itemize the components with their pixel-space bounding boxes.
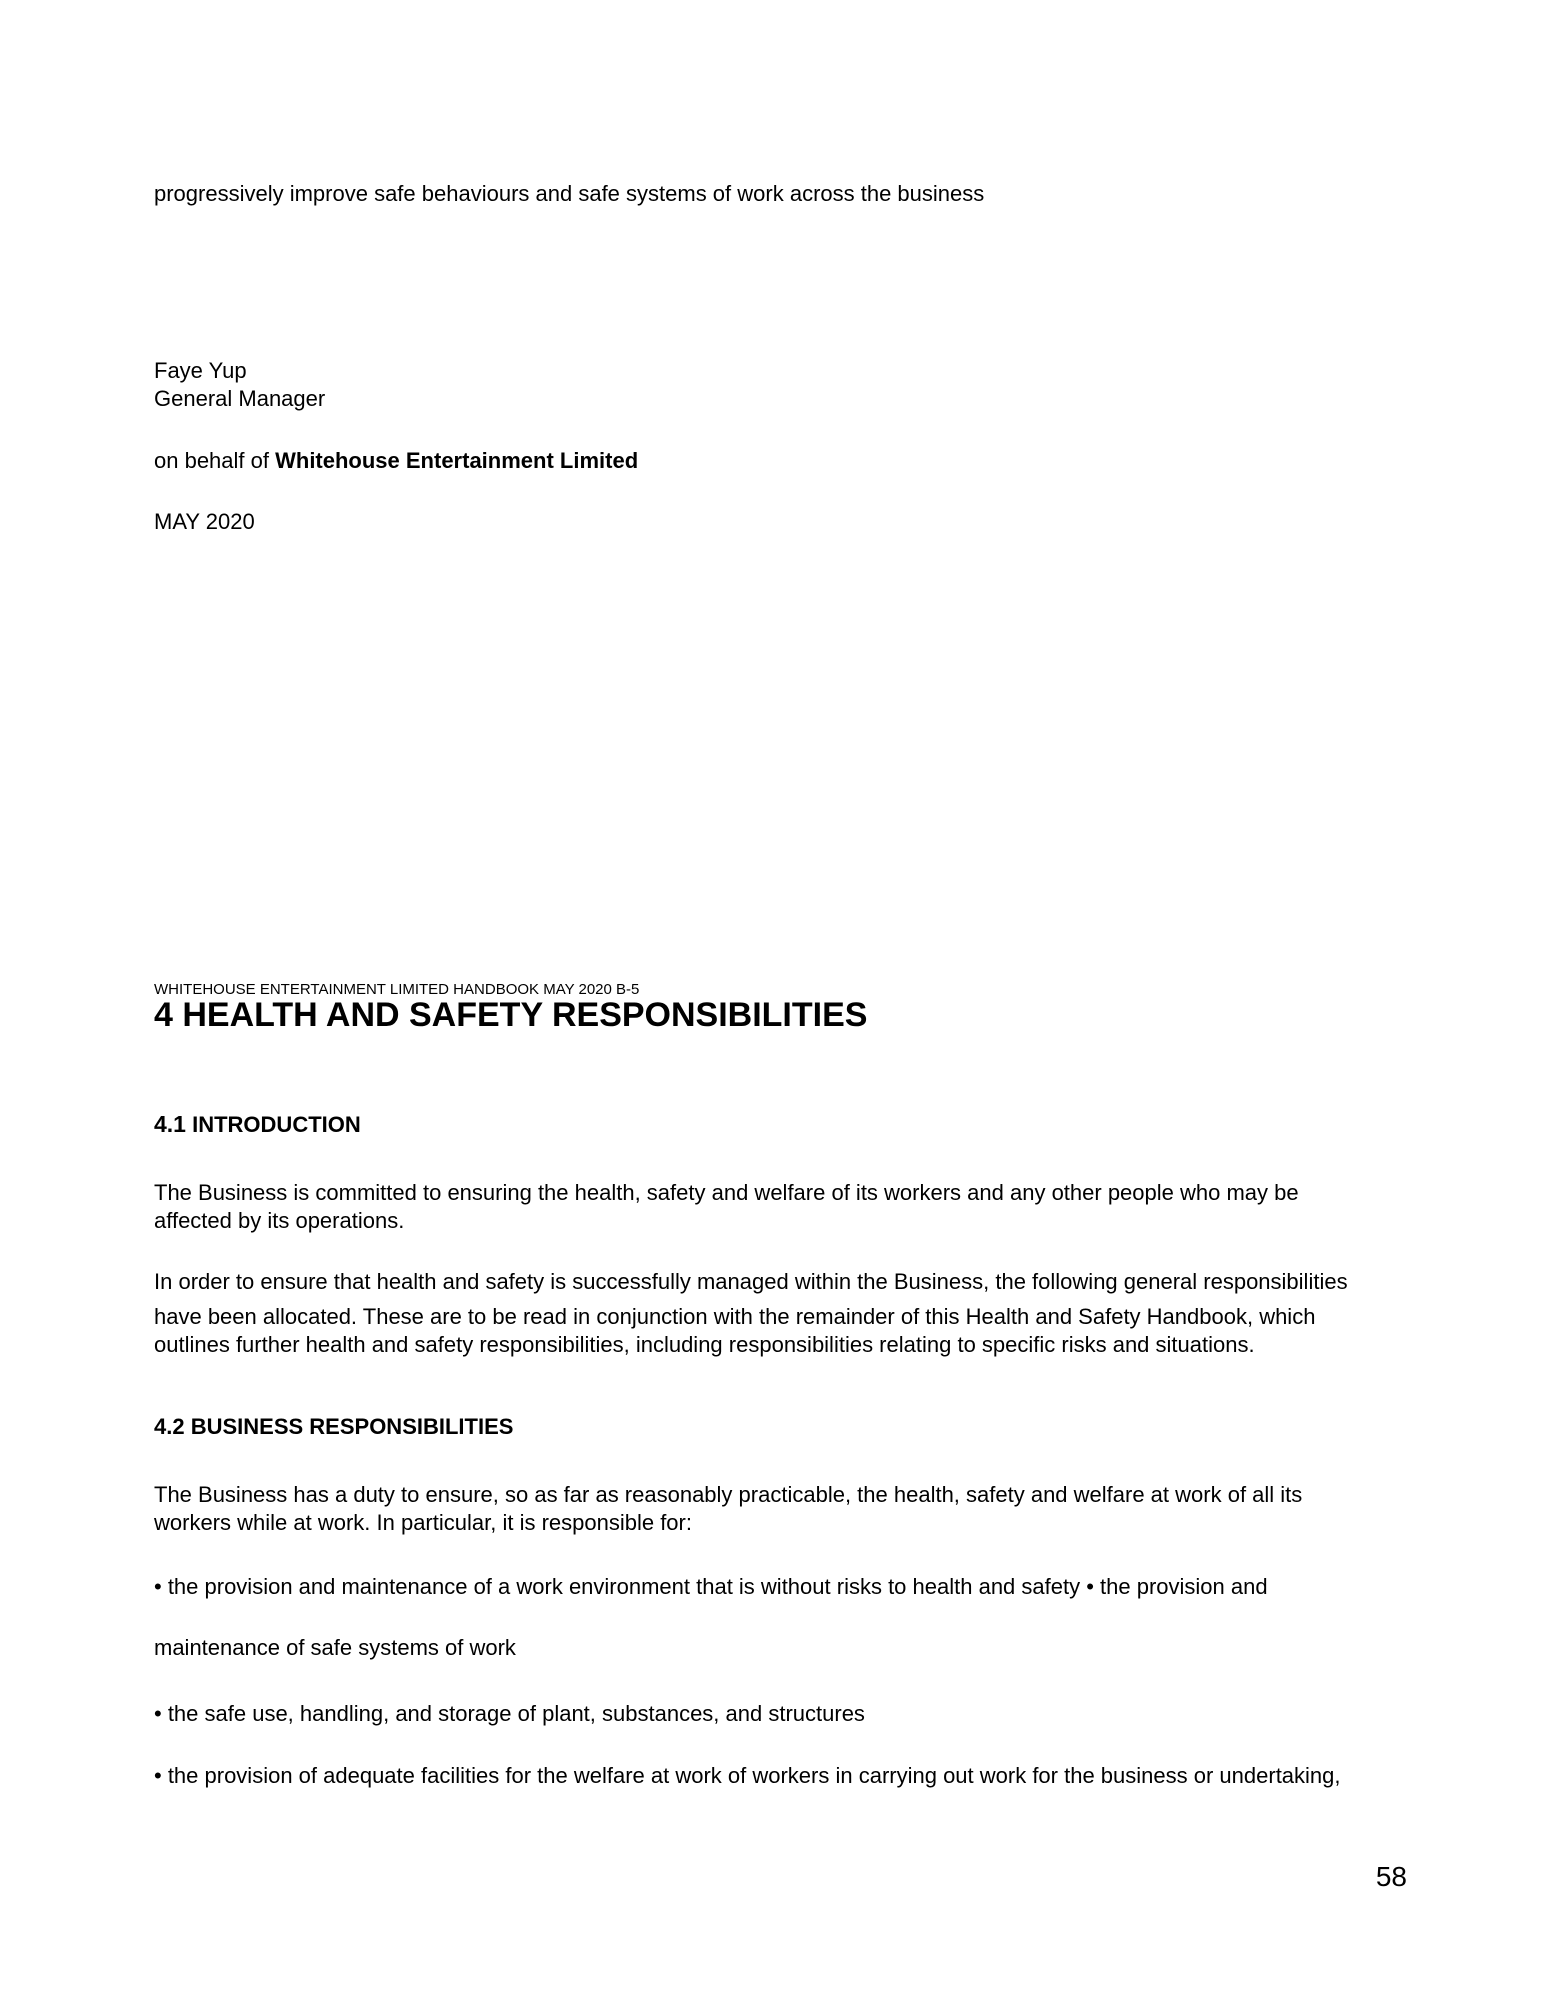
- intro-para2-line2: have been allocated. These are to be read in conjunction with the remainder of this Health and Safety Handbook, which: [154, 1304, 1316, 1329]
- intro-para2-line1: In order to ensure that health and safety is successfully managed within the Business, the following general responsibilities: [154, 1269, 1348, 1294]
- intro-para2-line3: outlines further health and safety responsibilities, including responsibilities relating to specific risks and situations.: [154, 1332, 1255, 1357]
- intro-number: 4.1: [154, 1111, 186, 1137]
- on-behalf-prefix: on behalf of: [154, 448, 269, 473]
- signature-date: MAY 2020: [154, 509, 255, 534]
- intro-title: INTRODUCTION: [192, 1112, 361, 1137]
- section-heading: 4 HEALTH AND SAFETY RESPONSIBILITIES: [154, 996, 868, 1034]
- bullet-item: • the provision of adequate facilities for the welfare at work of workers in carrying out work for the business or undertaking,: [154, 1763, 1341, 1788]
- bullet-item: • the safe use, handling, and storage of plant, substances, and structures: [154, 1701, 865, 1726]
- signatory-title: General Manager: [154, 386, 326, 411]
- intro-heading: [154, 1110, 361, 1139]
- intro-para1-line2: affected by its operations.: [154, 1208, 405, 1233]
- bullet-item-continued: maintenance of safe systems of work: [154, 1635, 516, 1660]
- closing-line: progressively improve safe behaviours and safe systems of work across the business: [154, 181, 985, 206]
- page-number: 58: [1375, 1861, 1407, 1892]
- on-behalf-line: [154, 447, 638, 475]
- company-name: Whitehouse Entertainment Limited: [275, 448, 639, 473]
- bullet-item: • the provision and maintenance of a work environment that is without risks to health and safety • the provision and: [154, 1574, 1268, 1599]
- running-footer: WHITEHOUSE ENTERTAINMENT LIMITED HANDBOOK MAY 2020 B-5: [154, 981, 640, 998]
- intro-para1-line1: The Business is committed to ensuring the health, safety and welfare of its workers and any other people who may be: [154, 1180, 1299, 1205]
- signatory-name: Faye Yup: [154, 358, 247, 383]
- business-heading: 4.2 BUSINESS RESPONSIBILITIES: [154, 1414, 514, 1439]
- business-para-line2: workers while at work. In particular, it is responsible for:: [154, 1510, 692, 1535]
- business-para-line1: The Business has a duty to ensure, so as far as reasonably practicable, the health, safety and welfare at work of all its: [154, 1482, 1303, 1507]
